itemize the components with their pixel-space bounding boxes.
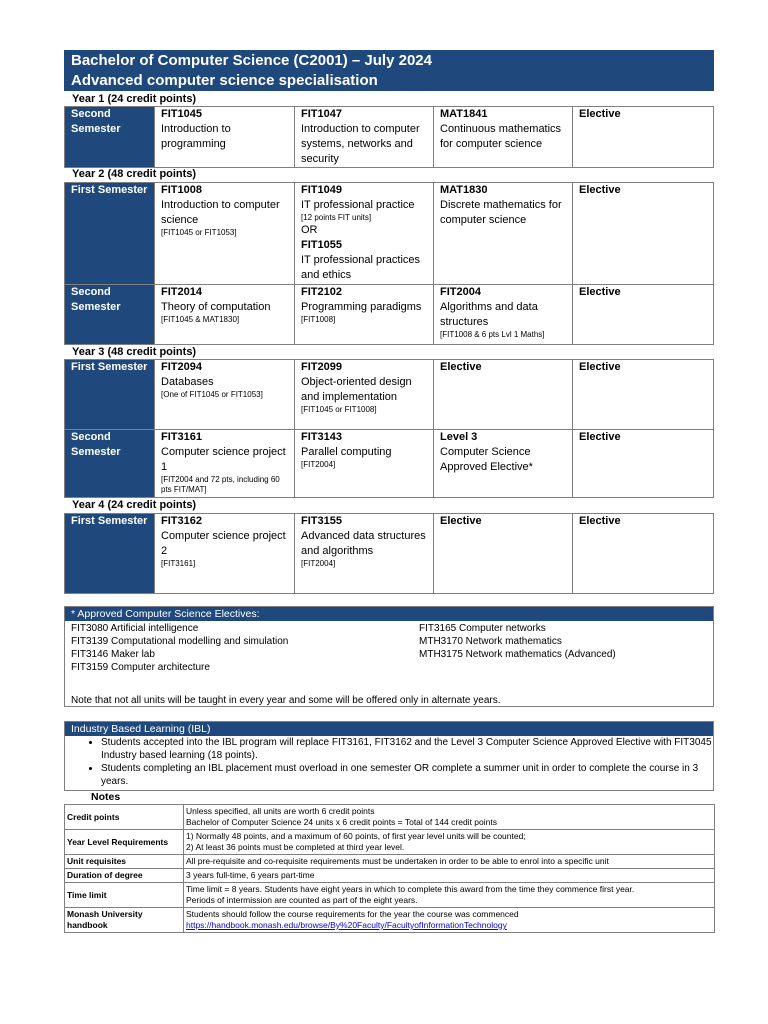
semester-label: First Semester (65, 183, 155, 285)
year-2-header: Year 2 (48 credit points) (72, 168, 197, 180)
unit-name: IT professional practices and ethics (301, 254, 421, 281)
elective-item: FIT3165 Computer networks (419, 623, 546, 634)
or-text: OR (301, 224, 318, 236)
notes-value: 3 years full-time, 6 years part-time (184, 869, 715, 883)
unit-code: Elective (440, 361, 482, 373)
unit-code: FIT2014 (161, 286, 202, 298)
unit-code: FIT2004 (440, 286, 481, 298)
unit-cell (434, 183, 573, 285)
notes-table (64, 804, 715, 933)
unit-name: Introduction to programming (161, 123, 231, 150)
year-4-header: Year 4 (24 credit points) (72, 499, 197, 511)
unit-code: FIT2099 (301, 361, 342, 373)
unit-name: Introduction to computer systems, networks and security (301, 123, 420, 165)
notes-value: All pre-requisite and co-requisite requirements must be undertaken in order to be able to enrol into a specific unit (184, 855, 715, 869)
unit-cell (573, 430, 714, 498)
electives-note: Note that not all units will be taught in every year and some will be offered only in alternate years. (71, 695, 501, 706)
unit-cell (573, 183, 714, 285)
unit-code: FIT1055 (301, 239, 342, 251)
unit-name: Object-oriented design and implementation (301, 376, 412, 403)
handbook-link[interactable]: https://handbook.monash.edu/browse/By%20Faculty/FacultyofInformationTechnology (186, 920, 507, 930)
unit-cell (155, 514, 295, 594)
unit-cell (573, 107, 714, 168)
unit-cell (295, 183, 434, 285)
unit-name: Continuous mathematics for computer science (440, 123, 562, 150)
course-title-banner (64, 50, 714, 91)
year-3-header: Year 3 (48 credit points) (72, 346, 197, 358)
notes-row (65, 908, 715, 933)
unit-prereq: [FIT2004] (301, 460, 336, 469)
unit-name: Programming paradigms (301, 301, 422, 313)
notes-key: Monash University handbook (65, 908, 184, 933)
unit-name: Introduction to computer science (161, 199, 280, 226)
elective-item: FIT3139 Computational modelling and simulation (71, 636, 289, 647)
year-2-table (64, 182, 714, 345)
electives-left-list (71, 622, 401, 674)
elective-item: FIT3159 Computer architecture (71, 662, 210, 673)
unit-code: Elective (579, 184, 621, 196)
unit-code: FIT3161 (161, 431, 202, 443)
elective-item: MTH3170 Network mathematics (419, 636, 562, 647)
unit-prereq: [FIT1008] (301, 315, 336, 324)
notes-key: Time limit (65, 883, 184, 908)
unit-code: MAT1841 (440, 108, 488, 120)
notes-row (65, 869, 715, 883)
ibl-bullet: • Students accepted into the IBL program will replace FIT3161, FIT3162 and the Level 3 Computer Science Approved Elective with FIT3045 Industry based learning (18 points). (101, 736, 713, 762)
year-4-table (64, 513, 714, 594)
unit-code: FIT2094 (161, 361, 202, 373)
notes-value: Unless specified, all units are worth 6 credit points Bachelor of Computer Science 24 units x 6 credit points = Total of 144 credit points (184, 805, 715, 830)
unit-code: FIT3155 (301, 515, 342, 527)
unit-cell (295, 514, 434, 594)
semester-label: First Semester (65, 360, 155, 430)
unit-cell (295, 430, 434, 498)
unit-code: Elective (579, 286, 621, 298)
ibl-list (65, 736, 713, 788)
unit-cell (434, 360, 573, 430)
unit-code: FIT1045 (161, 108, 202, 120)
unit-cell (573, 360, 714, 430)
unit-cell (573, 285, 714, 345)
unit-code: FIT1047 (301, 108, 342, 120)
unit-cell (155, 360, 295, 430)
elective-item: FIT3080 Artificial intelligence (71, 623, 199, 634)
unit-cell (434, 285, 573, 345)
unit-cell (155, 430, 295, 498)
notes-key: Unit requisites (65, 855, 184, 869)
unit-name: Discrete mathematics for computer science (440, 199, 562, 226)
unit-prereq: [FIT2004 and 72 pts, including 60 pts FIT/MAT] (161, 475, 280, 494)
unit-name: Databases (161, 376, 214, 388)
notes-row (65, 883, 715, 908)
notes-value: 1) Normally 48 points, and a maximum of 60 points, of first year level units will be counted; 2) At least 36 points must be completed at third year level. (184, 830, 715, 855)
year-1-header: Year 1 (24 credit points) (72, 93, 197, 105)
unit-name: Computer Science Approved Elective* (440, 446, 533, 473)
electives-right-list (419, 622, 709, 661)
unit-name: Computer science project 2 (161, 530, 286, 557)
unit-prereq: [FIT1008 & 6 pts Lvl 1 Maths] (440, 330, 545, 339)
unit-code: Elective (579, 515, 621, 527)
unit-code: Elective (579, 431, 621, 443)
notes-header: Notes (91, 791, 121, 803)
semester-label: Second Semester (65, 285, 155, 345)
unit-prereq: [One of FIT1045 or FIT1053] (161, 390, 263, 399)
ibl-header: Industry Based Learning (IBL) (65, 722, 713, 736)
unit-prereq: [FIT1045 or FIT1053] (161, 228, 237, 237)
year-1-table (64, 106, 714, 168)
unit-prereq: [FIT1045 & MAT1830] (161, 315, 240, 324)
unit-cell (295, 360, 434, 430)
unit-code: FIT3162 (161, 515, 202, 527)
notes-key: Year Level Requirements (65, 830, 184, 855)
ibl-box (64, 721, 714, 791)
notes-value: Time limit = 8 years. Students have eight years in which to complete this award from the time they commence first year. Periods of intermission are counted as part of the eight years. (184, 883, 715, 908)
unit-name: Theory of computation (161, 301, 271, 313)
notes-key: Duration of degree (65, 869, 184, 883)
unit-prereq: [FIT2004] (301, 559, 336, 568)
unit-code: FIT1008 (161, 184, 202, 196)
unit-name: Algorithms and data structures (440, 301, 538, 328)
unit-cell (573, 514, 714, 594)
unit-code: Elective (579, 361, 621, 373)
notes-row (65, 805, 715, 830)
unit-name: Computer science project 1 (161, 446, 286, 473)
year-3-table (64, 359, 714, 498)
unit-code: FIT1049 (301, 184, 342, 196)
notes-key: Credit points (65, 805, 184, 830)
unit-code: FIT2102 (301, 286, 342, 298)
unit-code: Elective (579, 108, 621, 120)
semester-label: Second Semester (65, 107, 155, 168)
course-title: Bachelor of Computer Science (C2001) – July 2024 (71, 52, 432, 69)
semester-label: First Semester (65, 514, 155, 594)
elective-item: FIT3146 Maker lab (71, 649, 155, 660)
unit-cell (155, 285, 295, 345)
unit-name: Parallel computing (301, 446, 392, 458)
unit-cell (434, 107, 573, 168)
unit-cell (295, 285, 434, 345)
notes-row (65, 830, 715, 855)
elective-item: MTH3175 Network mathematics (Advanced) (419, 649, 616, 660)
unit-prereq: [FIT3161] (161, 559, 196, 568)
unit-cell (295, 107, 434, 168)
semester-label: Second Semester (65, 430, 155, 498)
unit-code: Level 3 (440, 431, 478, 443)
approved-electives-header: * Approved Computer Science Electives: (65, 607, 713, 621)
approved-electives-box (64, 606, 714, 707)
unit-cell (155, 183, 295, 285)
unit-cell (155, 107, 295, 168)
unit-code: MAT1830 (440, 184, 488, 196)
notes-value: Students should follow the course requirements for the year the course was commenced https://handbook.monash.edu/browse/By%20Faculty/FacultyofInformationTechnology (184, 908, 715, 933)
unit-prereq: [FIT1045 or FIT1008] (301, 405, 377, 414)
unit-cell (434, 514, 573, 594)
unit-code: FIT3143 (301, 431, 342, 443)
unit-name: IT professional practice (301, 199, 415, 211)
specialisation-title: Advanced computer science specialisation (71, 72, 378, 89)
notes-row (65, 855, 715, 869)
unit-cell (434, 430, 573, 498)
unit-name: Advanced data structures and algorithms (301, 530, 426, 557)
ibl-bullet: • Students completing an IBL placement must overload in one semester OR complete a summer unit in order to complete the course in 3 years. (101, 762, 713, 788)
unit-prereq: [12 points FIT units] (301, 213, 372, 222)
unit-code: Elective (440, 515, 482, 527)
